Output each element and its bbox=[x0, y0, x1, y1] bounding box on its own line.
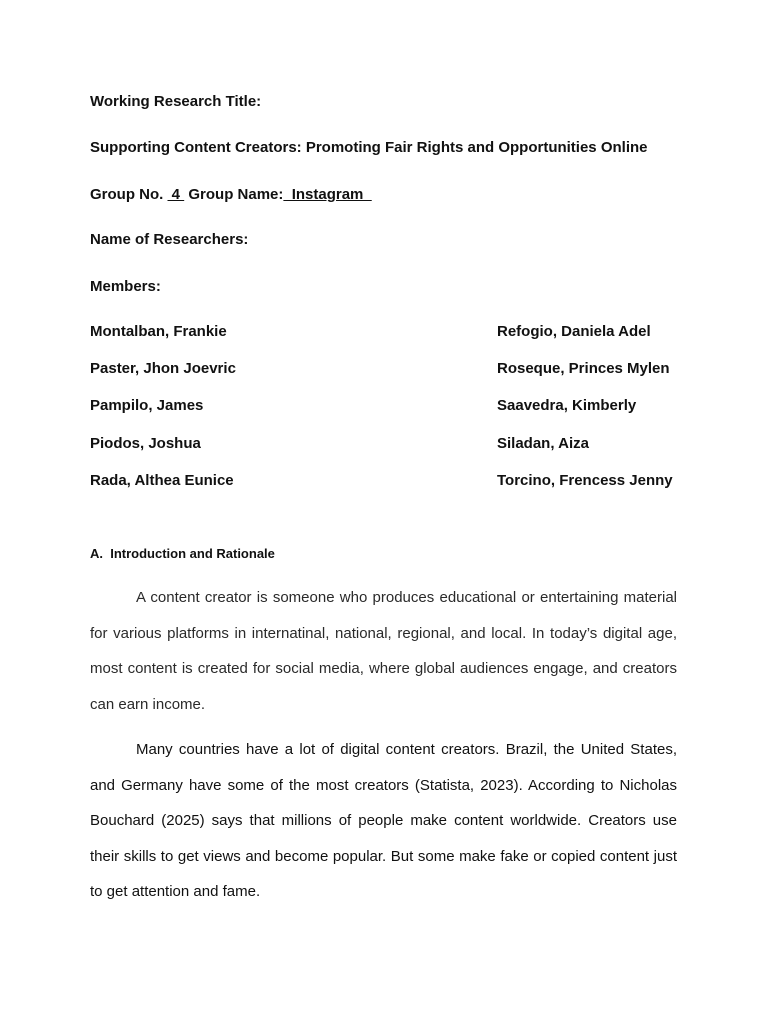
member-name: Rada, Althea Eunice bbox=[90, 472, 234, 489]
member-name: Torcino, Frencess Jenny bbox=[497, 472, 673, 489]
group-name-label: Group Name: bbox=[188, 186, 284, 203]
member-name: Montalban, Frankie bbox=[90, 323, 227, 340]
member-name: Siladan, Aiza bbox=[497, 435, 589, 452]
member-name: Pampilo, James bbox=[90, 397, 204, 414]
member-name: Piodos, Joshua bbox=[90, 435, 201, 452]
group-no-label: Group No. bbox=[90, 186, 164, 203]
member-name: Refogio, Daniela Adel bbox=[497, 323, 651, 340]
working-title-label: Working Research Title: bbox=[90, 93, 262, 110]
group-line bbox=[90, 186, 372, 203]
member-name: Roseque, Princes Mylen bbox=[497, 360, 670, 377]
member-name: Paster, Jhon Joevric bbox=[90, 360, 236, 377]
body-paragraph: A content creator is someone who produces educational or entertaining material for various platforms in internatinal, national, regional, and local. In today’s digital age, most content is created for social media, where global audiences engage, and creators can earn income. bbox=[90, 589, 677, 713]
research-title: Supporting Content Creators: Promoting Fair Rights and Opportunities Online bbox=[90, 139, 648, 156]
group-no-value: 4 bbox=[167, 186, 185, 203]
member-name: Saavedra, Kimberly bbox=[497, 397, 637, 414]
researchers-label: Name of Researchers: bbox=[90, 231, 249, 248]
section-heading: A. Introduction and Rationale bbox=[90, 546, 275, 561]
group-name-value: Instagram bbox=[283, 186, 372, 203]
body-paragraph: Many countries have a lot of digital content creators. Brazil, the United States, and Germany have some of the most creators (Statista, 2023). According to Nicholas Bouchard (2025) says that millions of people make content worldwide. Creators use their skills to get views and become popular. But some make fake or copied content just to get attention and fame. bbox=[90, 741, 677, 901]
members-label: Members: bbox=[90, 278, 161, 295]
